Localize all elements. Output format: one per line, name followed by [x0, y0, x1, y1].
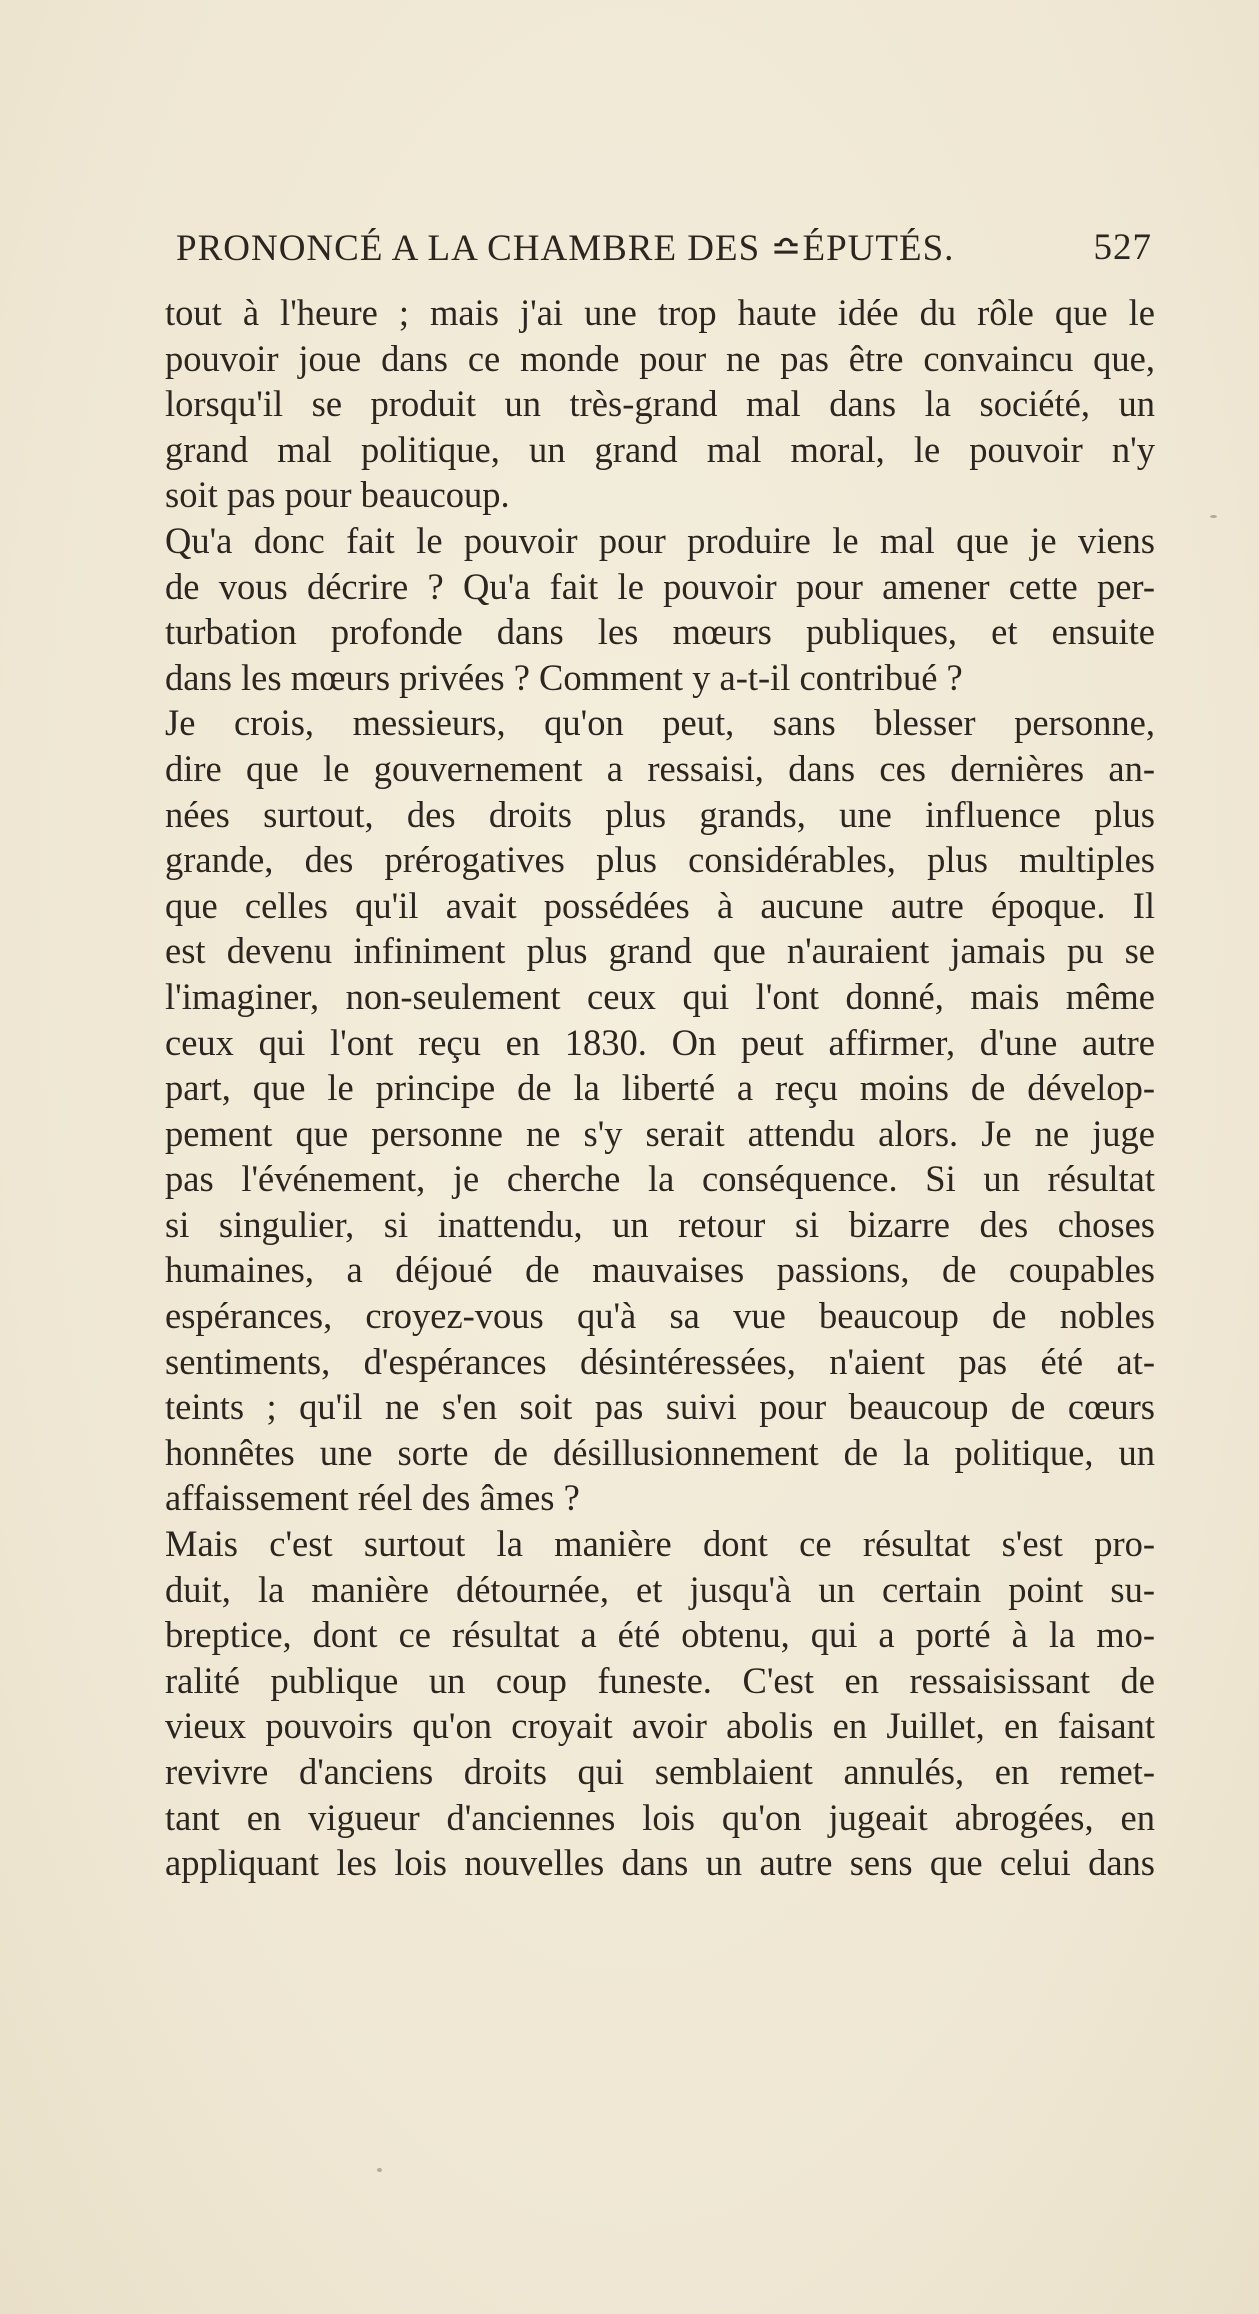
- text-line: est devenu infiniment plus grand que n'auraient jamais pu se: [165, 930, 1155, 972]
- text-line: Qu'a donc fait le pouvoir pour produire le mal que je viens: [165, 519, 1155, 561]
- paper-speck: [1210, 515, 1217, 518]
- text-line: pouvoir joue dans ce monde pour ne pas être convaincu que,: [165, 337, 1155, 379]
- text-line: pas l'événement, je cherche la conséquence. Si un résultat: [165, 1158, 1155, 1200]
- text-line: pement que personne ne s'y serait attendu alors. Je ne juge: [165, 1112, 1155, 1154]
- text-line: soit pas pour beaucoup.: [165, 474, 510, 516]
- text-line: part, que le principe de la liberté a reçu moins de dévelop-: [165, 1067, 1155, 1109]
- text-line: duit, la manière détournée, et jusqu'à un certain point su-: [165, 1568, 1155, 1610]
- paper-speck: [377, 2168, 382, 2172]
- page-number: 527: [1093, 227, 1152, 268]
- text-line: lorsqu'il se produit un très-grand mal dans la société, un: [165, 383, 1155, 425]
- text-line: honnêtes une sorte de désillusionnement de la politique, un: [165, 1431, 1155, 1473]
- text-line: de vous décrire ? Qu'a fait le pouvoir pour amener cette per-: [165, 565, 1155, 607]
- text-line: l'imaginer, non-seulement ceux qui l'ont donné, mais même: [165, 975, 1155, 1017]
- text-line: espérances, croyez-vous qu'à sa vue beaucoup de nobles: [165, 1295, 1155, 1337]
- text-line: tant en vigueur d'anciennes lois qu'on jugeait abrogées, en: [165, 1796, 1155, 1838]
- text-line: sentiments, d'espérances désintéressées, n'aient pas été at-: [165, 1340, 1155, 1382]
- running-head: [170, 226, 1152, 276]
- text-line: nées surtout, des droits plus grands, une influence plus: [165, 793, 1155, 835]
- text-line: dire que le gouvernement a ressaisi, dans ces dernières an-: [165, 747, 1155, 789]
- text-line: tout à l'heure ; mais j'ai une trop haute idée du rôle que le: [165, 292, 1155, 333]
- text-line: affaissement réel des âmes ?: [165, 1477, 580, 1519]
- text-line: grand mal politique, un grand mal moral, le pouvoir n'y: [165, 428, 1155, 470]
- text-line: humaines, a déjoué de mauvaises passions, de coupables: [165, 1249, 1155, 1291]
- text-line: dans les mœurs privées ? Comment y a-t-il contribué ?: [165, 656, 963, 698]
- text-line: si singulier, si inattendu, un retour si bizarre des choses: [165, 1203, 1155, 1245]
- text-line: Mais c'est surtout la manière dont ce résultat s'est pro-: [165, 1523, 1155, 1565]
- text-line: ceux qui l'ont reçu en 1830. On peut affirmer, d'une autre: [165, 1021, 1155, 1063]
- text-line: vieux pouvoirs qu'on croyait avoir abolis en Juillet, en faisant: [165, 1705, 1155, 1747]
- running-head-title: PRONONCÉ A LA CHAMBRE DES ≏ÉPUTÉS.: [176, 228, 955, 269]
- text-line: Je crois, messieurs, qu'on peut, sans blesser personne,: [165, 702, 1155, 744]
- text-line: ralité publique un coup funeste. C'est en ressaisissant de: [165, 1659, 1155, 1701]
- text-line: grande, des prérogatives plus considérables, plus multiples: [165, 839, 1155, 881]
- text-line: revivre d'anciens droits qui semblaient annulés, en remet-: [165, 1751, 1155, 1792]
- text-line: turbation profonde dans les mœurs publiques, et ensuite: [165, 611, 1155, 653]
- text-line: appliquant les lois nouvelles dans un autre sens que celui dans: [165, 1842, 1155, 1884]
- text-line: que celles qu'il avait possédées à aucune autre époque. Il: [165, 884, 1155, 926]
- body-text: [165, 290, 1155, 1886]
- text-line: breptice, dont ce résultat a été obtenu, qui a porté à la mo-: [165, 1614, 1155, 1656]
- text-line: teints ; qu'il ne s'en soit pas suivi pour beaucoup de cœurs: [165, 1386, 1155, 1428]
